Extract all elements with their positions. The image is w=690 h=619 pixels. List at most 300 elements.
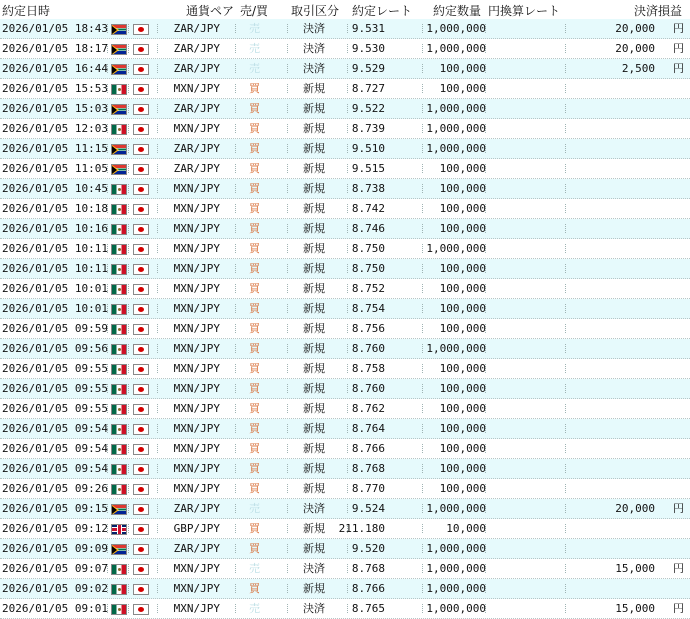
cell-divider (347, 564, 349, 573)
cell-divider (128, 124, 130, 133)
cell-divider (235, 44, 237, 53)
table-row[interactable] (0, 339, 690, 359)
cell-divider (157, 244, 159, 253)
cell-divider (235, 504, 237, 513)
cell-divider (347, 224, 349, 233)
table-row[interactable] (0, 19, 690, 39)
cell-divider (157, 44, 159, 53)
cell-divider (128, 44, 130, 53)
table-row[interactable] (0, 439, 690, 459)
cell-divider (287, 464, 289, 473)
cell-divider (287, 604, 289, 613)
buy-sell-indicator: 買 (249, 362, 260, 375)
table-row[interactable] (0, 419, 690, 439)
cell-divider (287, 144, 289, 153)
currency-pair: MXN/JPY (173, 302, 220, 315)
currency-pair: MXN/JPY (173, 602, 220, 615)
trade-type: 新規 (303, 102, 325, 115)
currency-pair: MXN/JPY (173, 222, 220, 235)
buy-sell-indicator: 売 (249, 562, 260, 575)
buy-sell-indicator: 買 (249, 522, 260, 535)
currency-pair: MXN/JPY (173, 482, 220, 495)
execution-quantity: 100,000 (439, 322, 486, 335)
header-date[interactable]: 約定日時 (2, 4, 51, 18)
currency-pair: MXN/JPY (173, 462, 220, 475)
cell-divider (157, 124, 159, 133)
table-row[interactable] (0, 119, 690, 139)
execution-quantity: 1,000,000 (426, 342, 486, 355)
execution-quantity: 100,000 (439, 182, 486, 195)
cell-divider (347, 164, 349, 173)
cell-divider (565, 384, 567, 393)
yen-unit: 円 (673, 562, 684, 575)
trade-type: 新規 (303, 442, 325, 455)
currency-pair: MXN/JPY (173, 282, 220, 295)
cell-divider (235, 364, 237, 373)
cell-divider (287, 344, 289, 353)
buy-sell-indicator: 売 (249, 602, 260, 615)
cell-divider (422, 284, 424, 293)
buy-sell-indicator: 買 (249, 202, 260, 215)
cell-divider (235, 224, 237, 233)
cell-divider (235, 64, 237, 73)
table-row[interactable] (0, 599, 690, 619)
trade-datetime: 2026/01/05 15:03 (2, 102, 108, 115)
cell-divider (565, 184, 567, 193)
table-row[interactable] (0, 239, 690, 259)
settlement-pl: 20,000 (615, 22, 655, 35)
base-currency-flag-icon (111, 604, 127, 615)
table-row[interactable] (0, 139, 690, 159)
cell-divider (565, 484, 567, 493)
japan-flag-icon (133, 304, 149, 315)
base-currency-flag-icon (111, 584, 127, 595)
cell-divider (235, 104, 237, 113)
base-currency-flag-icon (111, 244, 127, 255)
currency-pair: MXN/JPY (173, 182, 220, 195)
execution-rate: 9.520 (351, 542, 385, 555)
table-row[interactable] (0, 179, 690, 199)
currency-pair: ZAR/JPY (173, 142, 220, 155)
buy-sell-indicator: 買 (249, 322, 260, 335)
currency-pair: MXN/JPY (173, 82, 220, 95)
yen-unit: 円 (673, 602, 684, 615)
cell-divider (157, 324, 159, 333)
cell-divider (565, 364, 567, 373)
execution-quantity: 1,000,000 (426, 502, 486, 515)
execution-rate: 8.765 (351, 602, 385, 615)
execution-rate: 8.746 (351, 222, 385, 235)
currency-pair: ZAR/JPY (173, 542, 220, 555)
execution-rate: 8.766 (351, 582, 385, 595)
table-row[interactable] (0, 559, 690, 579)
japan-flag-icon (133, 224, 149, 235)
execution-quantity: 1,000,000 (426, 102, 486, 115)
base-currency-flag-icon (111, 384, 127, 395)
yen-unit: 円 (673, 62, 684, 75)
cell-divider (565, 444, 567, 453)
trade-datetime: 2026/01/05 10:16 (2, 222, 108, 235)
trade-datetime: 2026/01/05 10:11 (2, 242, 108, 255)
base-currency-flag-icon (111, 44, 127, 55)
cell-divider (157, 144, 159, 153)
japan-flag-icon (133, 504, 149, 515)
execution-rate: 8.770 (351, 482, 385, 495)
cell-divider (157, 264, 159, 273)
cell-divider (287, 84, 289, 93)
cell-divider (157, 524, 159, 533)
cell-divider (128, 324, 130, 333)
table-row[interactable] (0, 379, 690, 399)
trade-datetime: 2026/01/05 09:59 (2, 322, 108, 335)
cell-divider (287, 384, 289, 393)
cell-divider (422, 364, 424, 373)
table-row[interactable] (0, 99, 690, 119)
base-currency-flag-icon (111, 164, 127, 175)
execution-quantity: 100,000 (439, 462, 486, 475)
currency-pair: MXN/JPY (173, 342, 220, 355)
cell-divider (422, 544, 424, 553)
settlement-pl: 15,000 (615, 602, 655, 615)
japan-flag-icon (133, 104, 149, 115)
execution-rate: 8.738 (351, 182, 385, 195)
cell-divider (347, 184, 349, 193)
yen-unit: 円 (673, 502, 684, 515)
cell-divider (128, 304, 130, 313)
cell-divider (565, 124, 567, 133)
cell-divider (347, 84, 349, 93)
header-yen-rate[interactable]: 円換算レート (488, 4, 561, 18)
base-currency-flag-icon (111, 544, 127, 555)
cell-divider (128, 204, 130, 213)
buy-sell-indicator: 買 (249, 422, 260, 435)
header-kubun[interactable]: 取引区分 (291, 4, 340, 18)
settlement-pl: 2,500 (621, 62, 655, 75)
table-header (0, 0, 690, 19)
cell-divider (565, 44, 567, 53)
cell-divider (347, 284, 349, 293)
cell-divider (565, 564, 567, 573)
trade-type: 新規 (303, 422, 325, 435)
buy-sell-indicator: 買 (249, 182, 260, 195)
cell-divider (157, 584, 159, 593)
cell-divider (128, 184, 130, 193)
base-currency-flag-icon (111, 504, 127, 515)
table-row[interactable] (0, 519, 690, 539)
execution-quantity: 1,000,000 (426, 602, 486, 615)
cell-divider (565, 64, 567, 73)
table-row[interactable] (0, 219, 690, 239)
cell-divider (128, 224, 130, 233)
cell-divider (128, 344, 130, 353)
trade-type: 新規 (303, 262, 325, 275)
trade-datetime: 2026/01/05 09:55 (2, 402, 108, 415)
execution-quantity: 10,000 (446, 522, 486, 535)
settlement-pl: 20,000 (615, 42, 655, 55)
trade-datetime: 2026/01/05 09:54 (2, 422, 108, 435)
trade-datetime: 2026/01/05 09:15 (2, 502, 108, 515)
cell-divider (422, 124, 424, 133)
base-currency-flag-icon (111, 224, 127, 235)
currency-pair: MXN/JPY (173, 442, 220, 455)
trade-datetime: 2026/01/05 15:53 (2, 82, 108, 95)
table-row[interactable] (0, 359, 690, 379)
cell-divider (287, 324, 289, 333)
cell-divider (565, 404, 567, 413)
cell-divider (235, 84, 237, 93)
cell-divider (347, 64, 349, 73)
base-currency-flag-icon (111, 524, 127, 535)
table-row[interactable] (0, 79, 690, 99)
trade-datetime: 2026/01/05 16:44 (2, 62, 108, 75)
table-row[interactable] (0, 579, 690, 599)
cell-divider (565, 224, 567, 233)
table-row[interactable] (0, 299, 690, 319)
buy-sell-indicator: 買 (249, 82, 260, 95)
cell-divider (422, 264, 424, 273)
execution-quantity: 1,000,000 (426, 562, 486, 575)
cell-divider (157, 564, 159, 573)
buy-sell-indicator: 買 (249, 222, 260, 235)
execution-quantity: 100,000 (439, 442, 486, 455)
cell-divider (422, 524, 424, 533)
execution-rate: 9.515 (351, 162, 385, 175)
currency-pair: ZAR/JPY (173, 102, 220, 115)
yen-unit: 円 (673, 22, 684, 35)
cell-divider (157, 164, 159, 173)
cell-divider (347, 324, 349, 333)
cell-divider (235, 284, 237, 293)
buy-sell-indicator: 買 (249, 542, 260, 555)
trade-datetime: 2026/01/05 09:55 (2, 362, 108, 375)
table-row[interactable] (0, 199, 690, 219)
trade-type: 決済 (303, 562, 325, 575)
cell-divider (235, 324, 237, 333)
execution-quantity: 100,000 (439, 162, 486, 175)
trade-datetime: 2026/01/05 09:09 (2, 542, 108, 555)
execution-rate: 8.754 (351, 302, 385, 315)
cell-divider (287, 264, 289, 273)
base-currency-flag-icon (111, 84, 127, 95)
cell-divider (287, 164, 289, 173)
cell-divider (422, 604, 424, 613)
japan-flag-icon (133, 344, 149, 355)
trade-type: 決済 (303, 602, 325, 615)
cell-divider (128, 264, 130, 273)
currency-pair: GBP/JPY (173, 522, 220, 535)
table-row[interactable] (0, 499, 690, 519)
trade-datetime: 2026/01/05 10:45 (2, 182, 108, 195)
cell-divider (347, 104, 349, 113)
currency-pair: MXN/JPY (173, 242, 220, 255)
trade-datetime: 2026/01/05 09:54 (2, 442, 108, 455)
base-currency-flag-icon (111, 444, 127, 455)
japan-flag-icon (133, 364, 149, 375)
cell-divider (347, 444, 349, 453)
trade-history-table (0, 19, 690, 619)
cell-divider (128, 524, 130, 533)
cell-divider (565, 464, 567, 473)
trade-datetime: 2026/01/05 09:26 (2, 482, 108, 495)
execution-rate: 8.760 (351, 382, 385, 395)
cell-divider (287, 484, 289, 493)
cell-divider (565, 24, 567, 33)
cell-divider (287, 44, 289, 53)
buy-sell-indicator: 買 (249, 102, 260, 115)
currency-pair: MXN/JPY (173, 262, 220, 275)
cell-divider (235, 564, 237, 573)
table-row[interactable] (0, 479, 690, 499)
trade-datetime: 2026/01/05 09:07 (2, 562, 108, 575)
cell-divider (235, 344, 237, 353)
buy-sell-indicator: 買 (249, 442, 260, 455)
cell-divider (565, 144, 567, 153)
header-qty[interactable]: 約定数量 (433, 4, 482, 18)
execution-quantity: 1,000,000 (426, 242, 486, 255)
trade-type: 新規 (303, 202, 325, 215)
trade-type: 新規 (303, 322, 325, 335)
japan-flag-icon (133, 404, 149, 415)
cell-divider (347, 204, 349, 213)
cell-divider (235, 164, 237, 173)
japan-flag-icon (133, 284, 149, 295)
cell-divider (128, 24, 130, 33)
cell-divider (347, 364, 349, 373)
execution-rate: 211.180 (338, 522, 385, 535)
cell-divider (347, 304, 349, 313)
currency-pair: ZAR/JPY (173, 162, 220, 175)
japan-flag-icon (133, 604, 149, 615)
japan-flag-icon (133, 464, 149, 475)
base-currency-flag-icon (111, 144, 127, 155)
trade-type: 新規 (303, 142, 325, 155)
cell-divider (128, 104, 130, 113)
cell-divider (287, 284, 289, 293)
base-currency-flag-icon (111, 324, 127, 335)
currency-pair: ZAR/JPY (173, 42, 220, 55)
buy-sell-indicator: 買 (249, 582, 260, 595)
base-currency-flag-icon (111, 284, 127, 295)
execution-rate: 8.742 (351, 202, 385, 215)
cell-divider (157, 24, 159, 33)
cell-divider (422, 144, 424, 153)
table-row[interactable] (0, 259, 690, 279)
cell-divider (422, 564, 424, 573)
cell-divider (565, 244, 567, 253)
cell-divider (287, 304, 289, 313)
base-currency-flag-icon (111, 104, 127, 115)
cell-divider (235, 524, 237, 533)
currency-pair: MXN/JPY (173, 582, 220, 595)
cell-divider (157, 544, 159, 553)
currency-pair: MXN/JPY (173, 422, 220, 435)
table-row[interactable] (0, 279, 690, 299)
table-row[interactable] (0, 59, 690, 79)
cell-divider (347, 424, 349, 433)
execution-quantity: 100,000 (439, 402, 486, 415)
trade-type: 新規 (303, 542, 325, 555)
cell-divider (565, 164, 567, 173)
cell-divider (347, 264, 349, 273)
execution-rate: 8.727 (351, 82, 385, 95)
table-row[interactable] (0, 319, 690, 339)
execution-quantity: 100,000 (439, 282, 486, 295)
trade-datetime: 2026/01/05 09:01 (2, 602, 108, 615)
japan-flag-icon (133, 524, 149, 535)
table-row[interactable] (0, 399, 690, 419)
cell-divider (565, 104, 567, 113)
cell-divider (422, 244, 424, 253)
cell-divider (422, 104, 424, 113)
cell-divider (422, 84, 424, 93)
cell-divider (157, 84, 159, 93)
cell-divider (128, 384, 130, 393)
cell-divider (347, 604, 349, 613)
cell-divider (565, 304, 567, 313)
execution-quantity: 100,000 (439, 222, 486, 235)
cell-divider (128, 144, 130, 153)
cell-divider (128, 64, 130, 73)
cell-divider (157, 424, 159, 433)
base-currency-flag-icon (111, 484, 127, 495)
header-side[interactable]: 売/買 (240, 4, 269, 18)
trade-datetime: 2026/01/05 11:05 (2, 162, 108, 175)
cell-divider (422, 444, 424, 453)
base-currency-flag-icon (111, 304, 127, 315)
buy-sell-indicator: 買 (249, 302, 260, 315)
cell-divider (347, 144, 349, 153)
trade-type: 新規 (303, 242, 325, 255)
cell-divider (157, 364, 159, 373)
cell-divider (565, 344, 567, 353)
execution-quantity: 1,000,000 (426, 582, 486, 595)
header-rate[interactable]: 約定レート (352, 4, 413, 18)
header-pl[interactable]: 決済損益 (634, 4, 683, 18)
table-row[interactable] (0, 39, 690, 59)
cell-divider (422, 164, 424, 173)
buy-sell-indicator: 買 (249, 262, 260, 275)
cell-divider (422, 404, 424, 413)
trade-type: 新規 (303, 362, 325, 375)
cell-divider (287, 584, 289, 593)
cell-divider (235, 204, 237, 213)
cell-divider (347, 24, 349, 33)
table-row[interactable] (0, 159, 690, 179)
cell-divider (235, 444, 237, 453)
trade-type: 新規 (303, 222, 325, 235)
table-row[interactable] (0, 459, 690, 479)
header-pair[interactable]: 通貨ペア (186, 4, 235, 18)
cell-divider (565, 504, 567, 513)
cell-divider (235, 144, 237, 153)
table-row[interactable] (0, 539, 690, 559)
cell-divider (157, 384, 159, 393)
execution-quantity: 100,000 (439, 362, 486, 375)
cell-divider (565, 324, 567, 333)
japan-flag-icon (133, 204, 149, 215)
execution-quantity: 1,000,000 (426, 122, 486, 135)
cell-divider (287, 364, 289, 373)
execution-rate: 9.510 (351, 142, 385, 155)
execution-rate: 8.768 (351, 562, 385, 575)
cell-divider (128, 404, 130, 413)
cell-divider (235, 464, 237, 473)
trade-datetime: 2026/01/05 10:18 (2, 202, 108, 215)
cell-divider (128, 424, 130, 433)
trade-type: 新規 (303, 82, 325, 95)
currency-pair: ZAR/JPY (173, 502, 220, 515)
cell-divider (422, 304, 424, 313)
